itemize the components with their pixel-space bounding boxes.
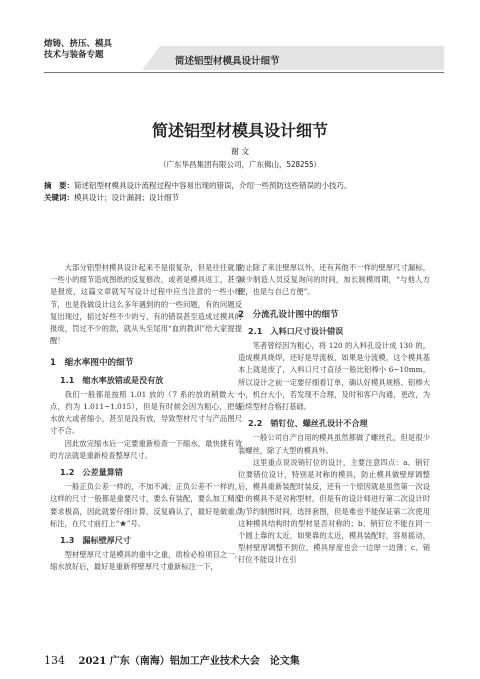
section-1-2-paragraph: 一般正负公差一样的，不加不减；正负公差不一样的，这样的尺寸一般都是重要尺寸，要么有装配，要么加工精度要求极高，因此就要仔细计算，反复确认了，最好是做重点标注，在尺寸前打上“★”号。	[50, 482, 242, 528]
keywords	[44, 192, 444, 204]
page-number: 134	[44, 654, 65, 667]
header-rule	[44, 72, 444, 73]
header-title: 简述铝型材模具设计细节	[175, 56, 280, 67]
continued-paragraph: 防止除了来注壁厚以外，还有其他不一样的壁厚尺寸漏标，减少制造人员反复询问的时间，加长制模周期，“与他人方便，也是与自己方便”。	[238, 263, 430, 297]
section-2-2-heading: 2.2 销钉位、螺丝孔设计不合理	[248, 418, 368, 429]
abstract-block	[44, 180, 444, 204]
section-1-1-paragraph-2: 因此放完缩水后一定要重新检查一下缩水，最快捷有效的方法就是重新检查整厚尺寸。	[50, 438, 242, 460]
keywords-label: 关键词：	[44, 193, 74, 202]
section-2-1-paragraph: 笔者曾经因为粗心，将 120 的入料孔设计成 130 的，造成模具烧焊，还好是导流板，如果是分流模，这个模具基本上就是废了，入料口尺寸直径一般比铝棒小 6~10mm，所以设计之前一定要仔细看订单，确认好模具规格、铝棒大小，机台大小，若发现不合理，及时和客户沟通，更改，为后续型材合格打基础。	[238, 341, 430, 412]
abstract	[44, 180, 444, 192]
section-2-2-paragraph-2: 这里重点说说销钉位的设计，主要注意四点：a、销钉位要错位设计，特别是对称的模具，防止模具做壁厚调整后，模具重新装配时装反，还有一个原因就是虽然第一次设计的模具不是对称型材，但是有的设计师进行第二次设计时为节约制图时间，选择套图，但是难也不能保证第二次使用这种模具结构时的型材是否对称的；b、销钉位不能在同一个圆上靠的太近，如果靠的太近，模具装配时，容易摇动，型材壁厚调整不到位，模具厚度也会一边厚一边薄；c、销钉位不能设计在引	[238, 457, 430, 565]
section-1-3-paragraph: 型材壁厚尺寸是模具的重中之重，质检必检项目之一，缩水放好后，最好是重新将壁厚尺寸重新标注一下，	[50, 550, 242, 572]
article-affiliation: （广东华昌集团有限公司，广东佛山，528255）	[158, 160, 322, 169]
page-footer	[44, 652, 300, 667]
footer-text: 2021 广东（南海）铝加工产业技术大会 论文集	[78, 656, 300, 667]
article-title: 简述铝型材模具设计细节	[151, 121, 328, 140]
section-2-2-paragraph-1: 一般公司自产自用的模具虽然都做了螺丝孔，但是很少装螺丝，除了大型的模具外。	[238, 433, 430, 455]
article-author: 谢 文	[230, 147, 250, 156]
section-1-3-heading: 1.3 漏标壁厚尺寸	[60, 535, 131, 546]
section-2-1-heading: 2.1 入料口尺寸设计错误	[248, 325, 344, 336]
section-2-heading: 2 分流孔设计图中的细节	[238, 309, 339, 320]
abstract-text: 简述铝型材模具设计流程过程中容易出现的错误，介绍一些预防这些错误的小技巧。	[74, 181, 352, 190]
intro-paragraph: 大部分铝型材模具设计起来不是很复杂，但是往往就是一些小的细节造成图纸的反复修改，或者是模具返工，甚至是报废，这篇文章就写写设计过程中应当注意的一些小细节，也是我做设计这么多年遇到的的一些问题，有的问题反复出现过，掂过好些不少的亏，有的错误甚至造成过模具的报废，罚过不少的款，就从头至尾用“血的教训”给大家提提醒！	[50, 263, 242, 346]
header-topic	[44, 39, 112, 61]
keywords-text: 模具设计；设计漏洞；设计细节	[74, 193, 179, 202]
section-1-heading: 1 缩水率图中的细节	[50, 358, 134, 369]
right-column	[238, 262, 430, 567]
left-column	[50, 262, 242, 574]
section-1-2-heading: 1.2 公差量算错	[60, 467, 123, 478]
abstract-label: 摘 要：	[44, 181, 74, 190]
header-topic-line2: 技术与装备专题	[44, 50, 104, 60]
header-topic-line1: 熔铸、挤压、模具	[44, 39, 113, 49]
section-1-1-heading: 1.1 缩水率放错或是没有放	[60, 374, 164, 385]
section-1-1-paragraph-1: 我们一般都是按照 1.01 放的（7 系的放的稍微大一点，约为 1.011~1.015），但是有时候会因为粗心，把缩水放大或者缩小，甚至是没有放，导致型材尺寸与产品图尺寸不合。	[50, 389, 242, 436]
